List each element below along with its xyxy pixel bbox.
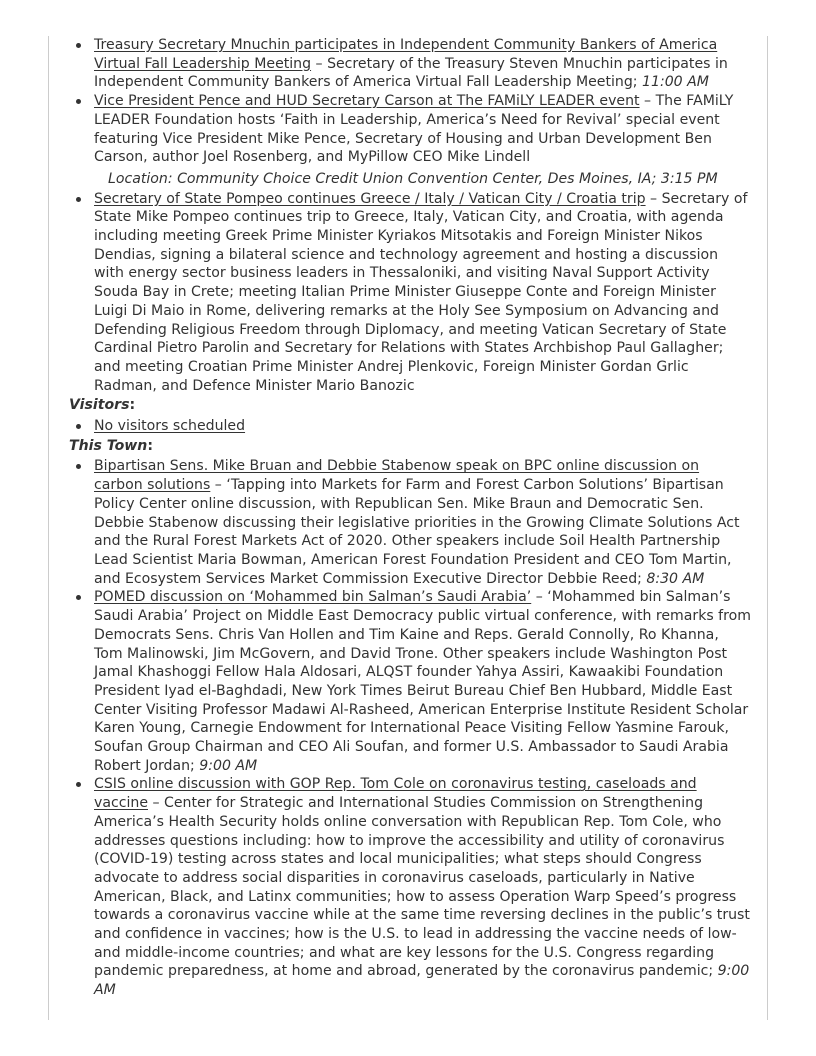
event-description: – Secretary of the Treasury Steven Mnuchin participates in Independent Community Bankers of America Virtual Fall Leadership Meeting;	[94, 55, 728, 91]
list-item	[94, 36, 751, 92]
event-link-pence-carson[interactable]: Vice President Pence and HUD Secretary Carson at The FAMiLY LEADER event	[94, 93, 640, 110]
this-town-list	[69, 457, 751, 999]
this-town-heading	[69, 437, 751, 456]
schedule-list-top	[69, 36, 751, 167]
list-item	[94, 588, 751, 775]
event-time: 11:00 AM	[642, 74, 709, 91]
event-link-pomed[interactable]: POMED discussion on ‘Mohammed bin Salman’s Saudi Arabia’	[94, 589, 532, 606]
visitors-link[interactable]: No visitors scheduled	[94, 418, 246, 435]
this-town-heading-text: This Town	[69, 437, 148, 454]
event-link-pompeo[interactable]: Secretary of State Pompeo continues Greece / Italy / Vatican City / Croatia trip	[94, 190, 646, 207]
list-item	[94, 417, 751, 436]
visitors-heading-text: Visitors	[69, 397, 130, 414]
visitors-heading	[69, 396, 751, 415]
schedule-content	[69, 36, 751, 1000]
event-description: – Center for Strategic and International Studies Commission on Strengthening America’s Health Security holds online conversation with Republican Rep. Tom Cole, who addresses questions including: how to improve the accessibility and utility of coronavirus (COVID-19) testing across states and local municipalities; what steps should Congress advocate to address social disparities in coronavirus caseloads, particularly in Native American, Black, and Latinx communities; how to assess Operation Warp Speed’s progress towards a coronavirus vaccine while at the same time reversing declines in the public’s trust and confidence in vaccines; how is the U.S. to lead in addressing the vaccine needs of low- and middle-income countries; and what are key lessons for the U.S. Congress regarding pandemic preparedness, at home and abroad, generated by the coronavirus pandemic;	[94, 795, 750, 980]
event-location: Location: Community Choice Credit Union Convention Center, Des Moines, IA; 3:15 PM	[108, 170, 718, 187]
schedule-list-pompeo	[69, 190, 751, 396]
list-item	[94, 92, 751, 167]
event-time: 9:00 AM	[94, 963, 750, 999]
event-time: 8:30 AM	[646, 570, 705, 587]
list-item	[94, 457, 751, 588]
list-item	[94, 190, 751, 396]
event-link-csis[interactable]: CSIS online discussion with GOP Rep. Tom Cole on coronavirus testing, caseloads and vaccine	[94, 776, 697, 812]
list-item	[94, 775, 751, 999]
event-time: 9:00 AM	[199, 757, 258, 774]
visitors-heading-colon: :	[129, 397, 136, 414]
event-description: – ‘Mohammed bin Salman’s Saudi Arabia’ Project on Middle East Democracy public virtual conference, with remarks from Democrats Sens. Chris Van Hollen and Tim Kaine and Reps. Gerald Connolly, Ro Khanna, Tom Malinowski, Jim McGovern, and David Trone. Other speakers include Washington Post Jamal Khashoggi Fellow Hala Aldosari, ALQST founder Yahya Assiri, Kawaakibi Foundation President Iyad el-Baghdadi, New York Times Beirut Bureau Chief Ben Hubbard, Middle East Center Visiting Professor Madawi Al-Rasheed, American Enterprise Institute Resident Scholar Karen Young, Carnegie Endowment for International Peace Visiting Fellow Yasmine Farouk, Soufan Group Chairman and CEO Ali Soufan, and former U.S. Ambassador to Saudi Arabia Robert Jordan;	[94, 589, 751, 774]
event-description: – ‘Tapping into Markets for Farm and Forest Carbon Solutions’ Bipartisan Policy Center online discussion, with Republican Sen. Mike Braun and Democratic Sen. Debbie Stabenow discussing their legislative priorities in the Growing Climate Solutions Act and the Rural Forest Markets Act of 2020. Other speakers include Soil Health Partnership Lead Scientist Maria Bowman, American Forest Foundation President and CEO Tom Martin, and Ecosystem Services Market Commission Executive Director Debbie Reed;	[94, 477, 740, 587]
this-town-heading-colon: :	[147, 437, 153, 454]
event-description: – Secretary of State Mike Pompeo continues trip to Greece, Italy, Vatican City, and Croatia, with agenda including meeting Greek Prime Minister Kyriakos Mitsotakis and Foreign Minister Nikos Dendias, signing a bilateral science and technology agreement and hosting a discussion with energy sector business leaders in Thessaloniki, and visiting Naval Support Activity Souda Bay in Crete; meeting Italian Prime Minister Giuseppe Conte and Foreign Minister Luigi Di Maio in Rome, delivering remarks at the Holy See Symposium on Advancing and Defending Religious Freedom through Diplomacy, and meeting Vatican Secretary of State Cardinal Pietro Parolin and Secretary for Relations with States Archbishop Paul Gallagher; and meeting Croatian Prime Minister Andrej Plenkovic, Foreign Minister Gordan Grlic Radman, and Defence Minister Mario Banozic	[94, 190, 748, 394]
visitors-list	[69, 417, 751, 436]
event-link-mnuchin[interactable]: Treasury Secretary Mnuchin participates in Independent Community Bankers of America Virtual Fall Leadership Meeting	[94, 37, 718, 72]
page-frame	[48, 36, 768, 1020]
event-link-bpc[interactable]: Bipartisan Sens. Mike Bruan and Debbie Stabenow speak on BPC online discussion on carbon solutions	[94, 458, 700, 494]
event-description: – The FAMiLY LEADER Foundation hosts ‘Faith in Leadership, America’s Need for Revival’ special event featuring Vice President Mike Pence, Secretary of Housing and Urban Development Ben Carson, author Joel Rosenberg, and MyPillow CEO Mike Lindell	[94, 93, 734, 166]
